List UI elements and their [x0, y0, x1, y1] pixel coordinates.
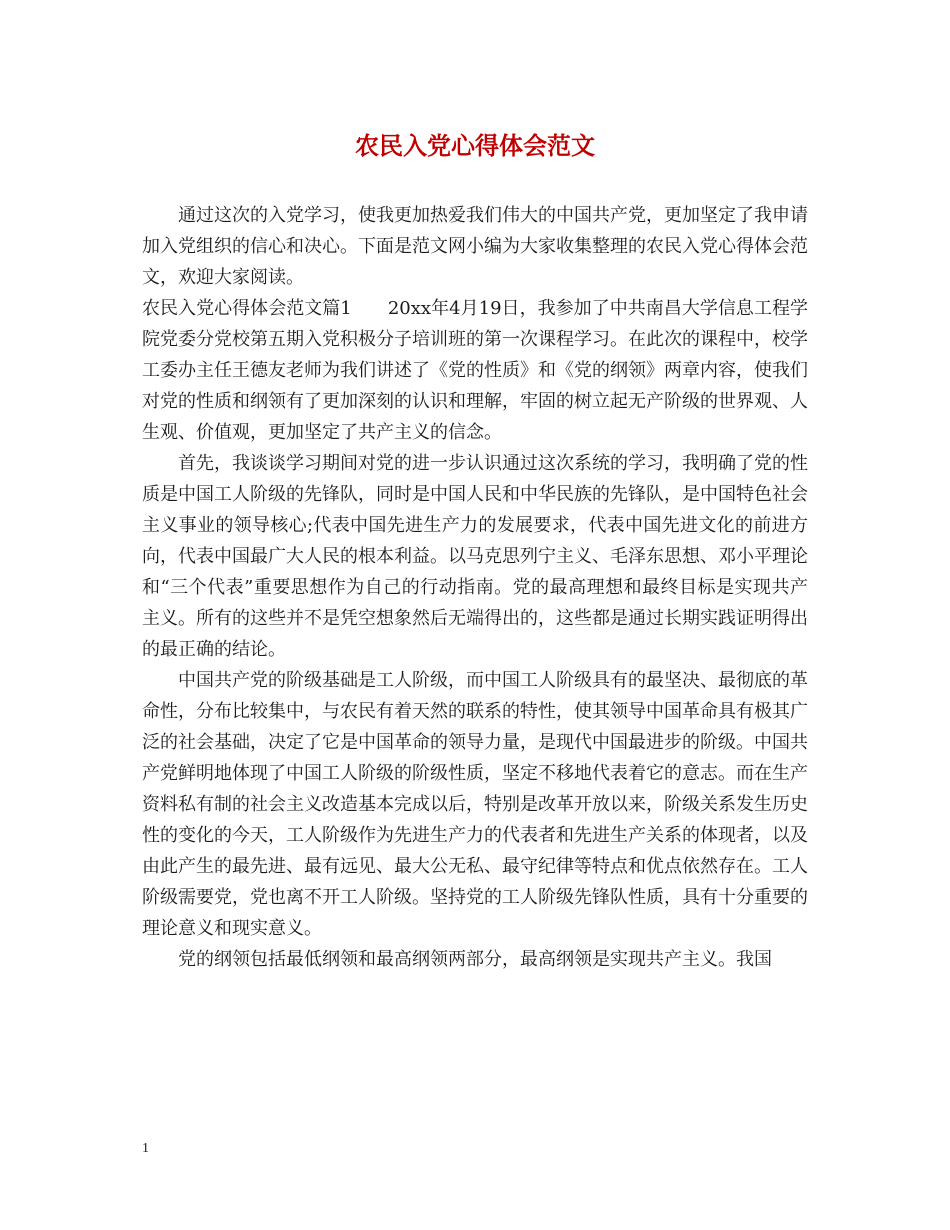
- page-number: 1: [142, 1141, 149, 1156]
- document-title: 农民入党心得体会范文: [355, 131, 595, 160]
- paragraph-class-basis: 中国共产党的阶级基础是工人阶级，而中国工人阶级具有的最坚决、最彻底的革命性，分布比较集中，与农民有着天然的联系的特性，使其领导中国革命具有极其广泛的社会基础，决定了它是中国革命的领导力量，是现代中国最进步的阶级。中国共产党鲜明地体现了中国工人阶级的阶级性质，坚定不移地代表着它的意志。而在生产资料私有制的社会主义改造基本完成以后，特别是改革开放以来，阶级关系发生历史性的变化的今天，工人阶级作为先进生产力的代表者和先进生产关系的体现者，以及由此产生的最先进、最有远见、最大公无私、最守纪律等特点和优点依然存在。工人阶级需要党，党也离不开工人阶级。坚持党的工人阶级先锋队性质，具有十分重要的理论意义和现实意义。: [142, 670, 808, 939]
- document-body: [142, 200, 808, 975]
- paragraph-section-1: 农民入党心得体会范文篇1 20xx年4月19日，我参加了中共南昌大学信息工程学院党委分党校第五期入党积极分子培训班的第一次课程学习。在此次的课程中，校学工委办主任王德友老师为我们讲述了《党的性质》和《党的纲领》两章内容，使我们对党的性质和纲领有了更加深刻的认识和理解，牢固的树立起无产阶级的世界观、人生观、价值观，更加坚定了共产主义的信念。: [142, 298, 808, 443]
- paragraph-party-program: 党的纲领包括最低纲领和最高纲领两部分，最高纲领是实现共产主义。我国: [178, 949, 772, 970]
- paragraph-party-nature: 首先，我谈谈学习期间对党的进一步认识通过这次系统的学习，我明确了党的性质是中国工人阶级的先锋队，同时是中国人民和中华民族的先锋队，是中国特色社会主义事业的领导核心;代表中国先进生产力的发展要求，代表中国先进文化的前进方向，代表中国最广大人民的根本利益。以马克思列宁主义、毛泽东思想、邓小平理论和“三个代表”重要思想作为自己的行动指南。党的最高理想和最终目标是实现共产主义。所有的这些并不是凭空想象然后无端得出的，这些都是通过长期实践证明得出的最正确的结论。: [142, 453, 808, 660]
- paragraph-intro: 通过这次的入党学习，使我更加热爱我们伟大的中国共产党，更加坚定了我申请加入党组织的信心和决心。下面是范文网小编为大家收集整理的农民入党心得体会范文，欢迎大家阅读。: [142, 205, 808, 288]
